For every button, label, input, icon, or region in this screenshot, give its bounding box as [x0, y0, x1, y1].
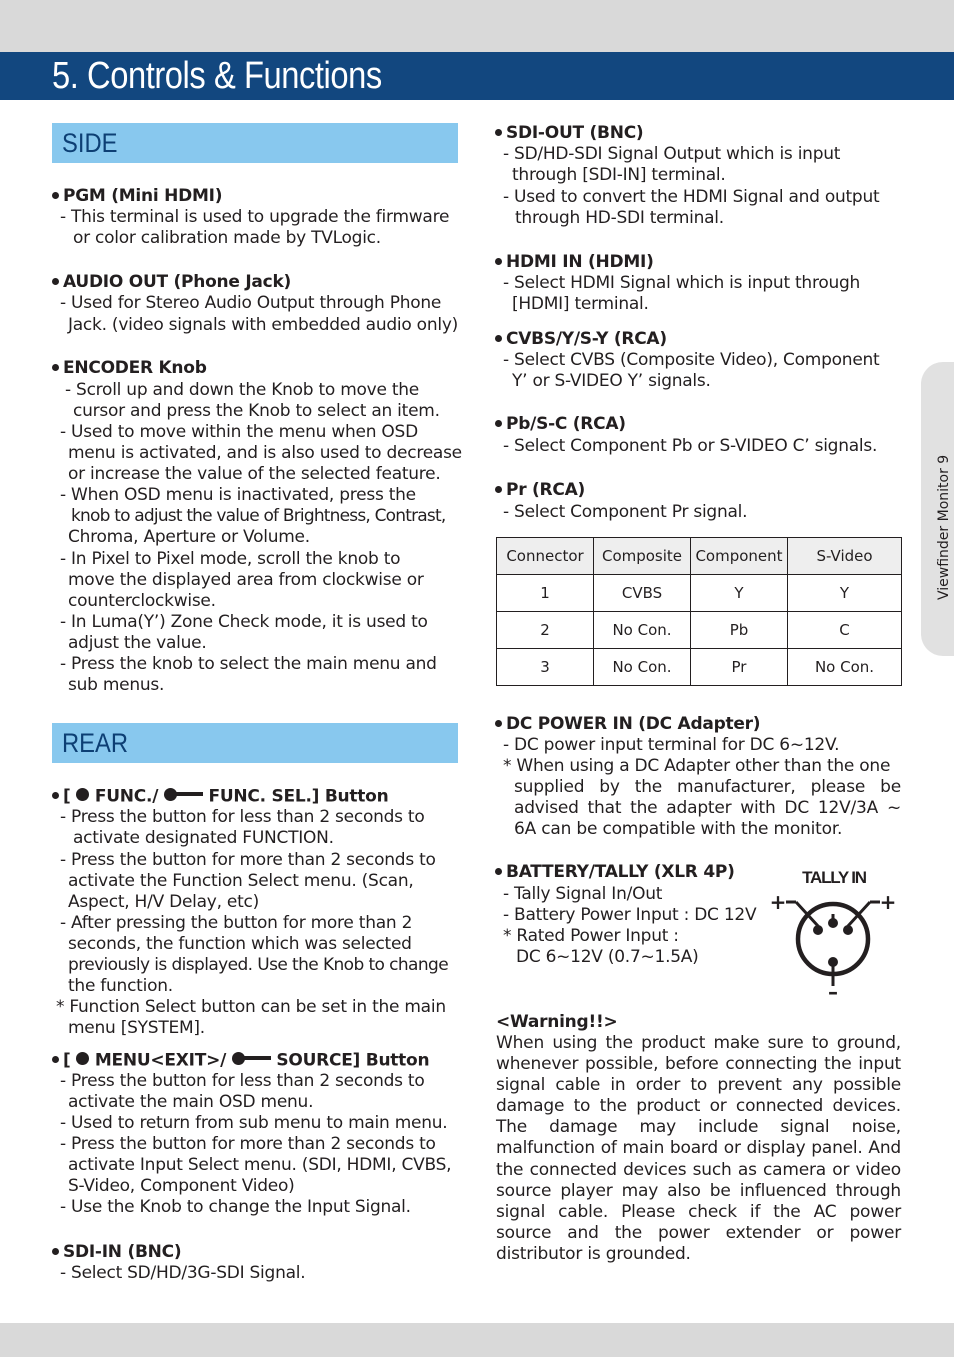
sdi-out-line: - Used to convert the HDMI Signal and output: [503, 187, 880, 207]
sdi-out-title: SDI-OUT (BNC): [495, 123, 643, 144]
menu-line: S-Video, Component Video): [68, 1176, 295, 1196]
bullet-icon: [495, 335, 502, 342]
pgm-title: PGM (Mini HDMI): [52, 186, 222, 207]
bullet-icon: [495, 258, 502, 265]
menu-line: - Used to return from sub menu to main menu.: [60, 1113, 448, 1133]
hdmi-in-line: - Select HDMI Signal which is input through: [503, 273, 861, 293]
encoder-line: - Press the knob to select the main menu and: [60, 654, 437, 674]
page-title: 5. Controls & Functions: [52, 55, 382, 97]
encoder-line: - In Pixel to Pixel mode, scroll the knob to: [60, 549, 401, 569]
func-line: Aspect, H/V Delay, etc): [68, 892, 260, 912]
table-cell: C: [788, 612, 902, 649]
minus-label: –: [828, 980, 838, 1002]
sdi-out-line: - SD/HD-SDI Signal Output which is input: [503, 144, 841, 164]
sdi-in-title: SDI-IN (BNC): [52, 1242, 181, 1263]
table-cell: 3: [497, 649, 594, 686]
func-line: activate the Function Select menu. (Scan,: [68, 871, 414, 891]
battery-line: DC 6~12V (0.7~1.5A): [516, 947, 699, 967]
plus-right-label: +: [879, 890, 897, 914]
table-header: Composite: [594, 538, 691, 575]
pbsc-line: - Select Component Pb or S-VIDEO C’ signals.: [503, 436, 878, 456]
sdi-out-line: through HD-SDI terminal.: [515, 208, 724, 228]
table-cell: No Con.: [788, 649, 902, 686]
bullet-icon: [52, 278, 59, 285]
bullet-icon: [52, 192, 59, 199]
dc-title: DC POWER IN (DC Adapter): [495, 714, 760, 735]
menu-line: - Press the button for more than 2 seconds to: [60, 1134, 436, 1154]
table-cell: Y: [691, 575, 788, 612]
audio-line: - Used for Stereo Audio Output through Phone: [60, 293, 442, 313]
menu-line: activate Input Select menu. (SDI, HDMI, CVBS,: [68, 1155, 452, 1175]
pr-line: - Select Component Pr signal.: [503, 502, 748, 522]
plus-left-label: +: [769, 890, 787, 914]
bullet-icon: [52, 1056, 59, 1063]
menu-line: - Press the button for less than 2 seconds to: [60, 1071, 425, 1091]
pr-title: Pr (RCA): [495, 480, 585, 501]
warning-title: <Warning!!>: [496, 1012, 618, 1032]
dc-note: supplied by the manufacturer, please be advised that the adapter with DC 12V/3A ~ 6A can be compatible with the monitor.: [514, 777, 901, 840]
encoder-line: cursor and press the Knob to select an item.: [73, 401, 440, 421]
encoder-title: ENCODER Knob: [52, 358, 207, 379]
encoder-line: counterclockwise.: [68, 591, 216, 611]
table-row: [497, 575, 902, 612]
table-header-row: [497, 538, 902, 575]
encoder-line: move the displayed area from clockwise or: [68, 570, 424, 590]
xlr-tally-diagram: [766, 862, 902, 1002]
table-header: Component: [691, 538, 788, 575]
func-line: menu [SYSTEM].: [68, 1018, 205, 1038]
battery-line: - Battery Power Input : DC 12V: [503, 905, 757, 925]
cvbs-title: CVBS/Y/S-Y (RCA): [495, 329, 667, 350]
bullet-icon: [495, 420, 502, 427]
func-line: - Press the button for less than 2 seconds to: [60, 807, 425, 827]
hdmi-in-title: HDMI IN (HDMI): [495, 252, 654, 273]
pin-icon: [813, 925, 823, 935]
bullet-icon: [52, 1248, 59, 1255]
func-line: - Press the button for more than 2 seconds to: [60, 850, 436, 870]
table-cell: 1: [497, 575, 594, 612]
encoder-line: or increase the value of the selected feature.: [68, 464, 441, 484]
menu-title: [ MENU<EXIT>/ SOURCE] Button: [52, 1050, 429, 1072]
cvbs-line: - Select CVBS (Composite Video), Component: [503, 350, 880, 370]
encoder-line: adjust the value.: [68, 633, 207, 653]
battery-line: * Rated Power Input :: [503, 926, 679, 946]
bullet-icon: [52, 792, 59, 799]
dc-line: * When using a DC Adapter other than the one: [503, 756, 891, 776]
sdi-out-line: through [SDI-IN] terminal.: [512, 165, 726, 185]
warning-text: When using the product make sure to ground, whenever possible, before connecting the input signal cable in order to prevent any possible damage to the product or connected devices. The damage may include signal noise, malfunction of main board or display panel. And the connected devices such as camera or video source player may also be influenced through signal cable. Please check if the AC power source and the power extender or power distributor is grounded.: [496, 1033, 901, 1264]
table-header: S-Video: [788, 538, 902, 575]
table-cell: 2: [497, 612, 594, 649]
round-button-icon: [76, 784, 89, 805]
top-band: [0, 0, 954, 52]
bullet-icon: [495, 129, 502, 136]
pbsc-title: Pb/S-C (RCA): [495, 414, 626, 435]
encoder-line: menu is activated, and is also used to decrease: [68, 443, 462, 463]
pin-icon: [843, 925, 853, 935]
rear-heading: REAR: [52, 723, 458, 763]
long-button-icon: [232, 1048, 271, 1069]
pgm-line: - This terminal is used to upgrade the firmware: [60, 207, 450, 227]
hdmi-in-line: [HDMI] terminal.: [512, 294, 649, 314]
encoder-line: - When OSD menu is inactivated, press the: [60, 485, 416, 505]
bullet-icon: [495, 720, 502, 727]
table-row: [497, 649, 902, 686]
func-line: * Function Select button can be set in the main: [56, 997, 446, 1017]
cvbs-line: Y’ or S-VIDEO Y’ signals.: [512, 371, 711, 391]
bullet-icon: [495, 486, 502, 493]
tally-in-label: TALLY IN: [802, 868, 866, 887]
encoder-line: - In Luma(Y’) Zone Check mode, it is used to: [60, 612, 428, 632]
encoder-line: - Used to move within the menu when OSD: [60, 422, 418, 442]
func-line: seconds, the function which was selected: [68, 934, 412, 954]
table-row: [497, 612, 902, 649]
table-cell: Pb: [691, 612, 788, 649]
table-cell: Y: [788, 575, 902, 612]
func-title: [ FUNC./ FUNC. SEL.] Button: [52, 786, 388, 808]
encoder-line: Chroma, Aperture or Volume.: [68, 527, 310, 547]
bottom-band: [0, 1323, 954, 1357]
menu-line: - Use the Knob to change the Input Signal.: [60, 1197, 411, 1217]
round-button-icon: [76, 1048, 89, 1069]
func-line: - After pressing the button for more than 2: [60, 913, 413, 933]
side-heading: SIDE: [52, 123, 458, 163]
table-cell: No Con.: [594, 649, 691, 686]
long-button-icon: [164, 784, 203, 805]
encoder-line: - Scroll up and down the Knob to move the: [65, 380, 419, 400]
func-line: activate designated FUNCTION.: [73, 828, 334, 848]
bullet-icon: [495, 868, 502, 875]
audio-line: Jack. (video signals with embedded audio only): [68, 315, 459, 335]
battery-line: - Tally Signal In/Out: [503, 884, 663, 904]
sdi-in-line: - Select SD/HD/3G-SDI Signal.: [60, 1263, 306, 1283]
table-header: Connector: [497, 538, 594, 575]
encoder-line: knob to adjust the value of Brightness, Contrast,: [71, 506, 446, 526]
encoder-line: sub menus.: [68, 675, 165, 695]
menu-line: activate the main OSD menu.: [68, 1092, 314, 1112]
table-cell: No Con.: [594, 612, 691, 649]
table-cell: CVBS: [594, 575, 691, 612]
battery-title: BATTERY/TALLY (XLR 4P): [495, 862, 735, 883]
table-cell: Pr: [691, 649, 788, 686]
audio-title: AUDIO OUT (Phone Jack): [52, 272, 291, 293]
pgm-line: or color calibration made by TVLogic.: [73, 228, 381, 248]
bullet-icon: [52, 364, 59, 371]
dc-line: - DC power input terminal for DC 6~12V.: [503, 735, 840, 755]
pin-icon: [828, 918, 838, 928]
func-line: previously is displayed. Use the Knob to change: [68, 955, 449, 975]
func-line: the function.: [68, 976, 173, 996]
connector-table: [496, 537, 902, 686]
